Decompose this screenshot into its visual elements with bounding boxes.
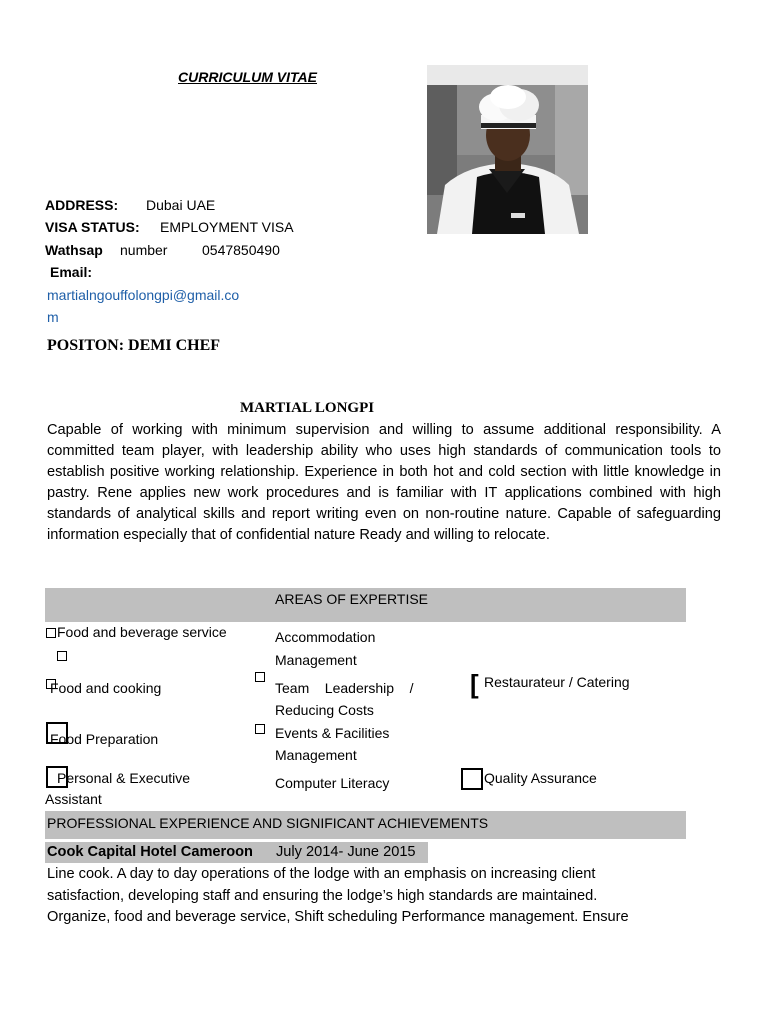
address-label: ADDRESS:: [45, 197, 119, 213]
checkbox-icon: [461, 768, 483, 790]
cv-title: CURRICULUM VITAE: [178, 69, 317, 85]
expertise-item-continued: Management: [275, 747, 357, 763]
phone-label-suffix: number: [120, 242, 168, 258]
visa-label: VISA STATUS:: [45, 219, 140, 235]
profile-summary: Capable of working with minimum supervision and willing to assume additional responsibility. A committed team player, with leadership ability who uses high standards of communication tools to establish positive working relationship. Experience in both hot and cold section with little knowledge in pastry. Rene applies new work procedures and is familiar with IT applications combined with high standards of analytical skills and report writing even on non-routine nature. Capable of safeguarding information especially that of confidential nature Ready and willing to relocate.: [47, 422, 721, 543]
address-value: Dubai UAE: [146, 197, 216, 213]
expertise-item: Accommodation: [275, 629, 376, 645]
expertise-item-continued: Management: [275, 652, 357, 668]
expertise-heading: AREAS OF EXPERTISE: [275, 591, 429, 607]
expertise-item: Events & Facilities: [275, 725, 390, 741]
employer-name: Cook Capital Hotel Cameroon: [47, 844, 253, 860]
email-link-continued[interactable]: m: [47, 309, 59, 325]
checkbox-icon: [57, 651, 67, 661]
visa-value: EMPLOYMENT VISA: [160, 219, 294, 235]
expertise-item: Restaurateur / Catering: [484, 674, 630, 690]
expertise-item-continued: Assistant: [45, 791, 102, 807]
expertise-item: Food and beverage service: [57, 624, 227, 640]
checkbox-icon: [46, 628, 56, 638]
expertise-item-continued: Reducing Costs: [275, 702, 374, 718]
email-link[interactable]: martialngouffolongpi@gmail.co: [47, 287, 240, 303]
employment-dates: July 2014- June 2015: [276, 844, 416, 860]
job-description-line: Line cook. A day to day operations of the lodge with an emphasis on increasing client: [47, 866, 596, 882]
expertise-item: Team Leadership /: [275, 680, 414, 696]
profile-photo: [427, 65, 588, 234]
expertise-item: Quality Assurance: [484, 770, 597, 786]
checkbox-icon: [255, 672, 265, 682]
position-title: POSITON: DEMI CHEF: [47, 337, 221, 354]
expertise-item: Food and cooking: [50, 680, 162, 696]
phone-value: 0547850490: [202, 242, 280, 258]
checkbox-icon: [255, 724, 265, 734]
checkbox-icon: [: [470, 669, 479, 699]
job-description-line: Organize, food and beverage service, Shift scheduling Performance management. Ensure: [47, 909, 629, 925]
expertise-item: Computer Literacy: [275, 775, 390, 791]
expertise-item: Personal & Executive: [57, 770, 191, 786]
phone-label: Wathsap: [45, 242, 103, 258]
job-description-line: satisfaction, developing staff and ensuring the lodge’s high standards are maintained.: [47, 888, 598, 904]
email-label: Email:: [50, 264, 93, 280]
experience-heading: PROFESSIONAL EXPERIENCE AND SIGNIFICANT ACHIEVEMENTS: [47, 815, 489, 831]
candidate-name: MARTIAL LONGPI: [240, 400, 375, 416]
expertise-item: Food Preparation: [50, 731, 159, 747]
